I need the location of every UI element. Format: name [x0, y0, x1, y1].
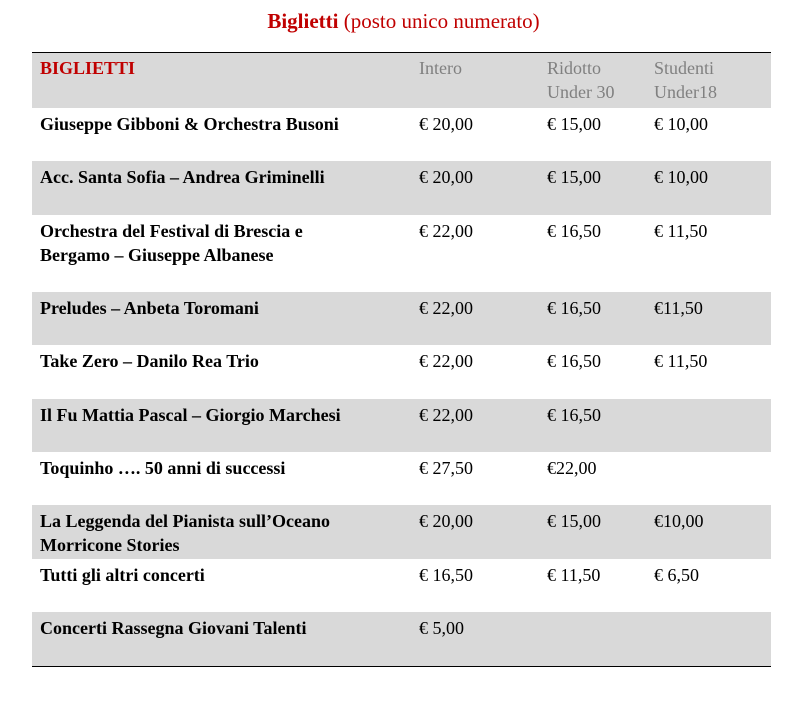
page-title-subtitle: (posto unico numerato)	[338, 9, 540, 33]
table-row	[32, 108, 771, 161]
concert-name: Orchestra del Festival di Brescia e Bergamo – Giuseppe Albanese	[40, 221, 303, 265]
price-intero: € 27,50	[419, 458, 473, 478]
price-ridotto: € 15,00	[547, 511, 601, 531]
price-ridotto: € 16,50	[547, 405, 601, 425]
price-studenti: € 10,00	[654, 114, 708, 134]
table-row	[32, 505, 771, 559]
concert-name: Preludes – Anbeta Toromani	[40, 298, 259, 318]
price-ridotto: € 15,00	[547, 167, 601, 187]
table-row	[32, 612, 771, 666]
header-intero: Intero	[419, 58, 462, 78]
price-intero: € 22,00	[419, 351, 473, 371]
header-ridotto: Ridotto Under 30	[547, 58, 615, 102]
price-ridotto: € 11,50	[547, 565, 601, 585]
concert-name: Il Fu Mattia Pascal – Giorgio Marchesi	[40, 405, 341, 425]
price-studenti: €11,50	[654, 298, 703, 318]
price-intero: € 22,00	[419, 405, 473, 425]
price-intero: € 20,00	[419, 114, 473, 134]
table-row	[32, 292, 771, 345]
table-row	[32, 399, 771, 452]
price-studenti	[654, 399, 771, 452]
price-intero: € 20,00	[419, 167, 473, 187]
table-header-row	[32, 53, 771, 108]
concert-name: Toquinho …. 50 anni di successi	[40, 458, 286, 478]
concert-name: Concerti Rassegna Giovani Talenti	[40, 618, 307, 638]
table-row	[32, 452, 771, 505]
table-row	[32, 161, 771, 215]
price-studenti: €10,00	[654, 511, 704, 531]
ticket-price-table	[32, 52, 771, 667]
price-studenti: € 11,50	[654, 221, 708, 241]
price-intero: € 22,00	[419, 221, 473, 241]
page-title-main: Biglietti	[267, 9, 339, 33]
price-intero: € 5,00	[419, 618, 464, 638]
price-ridotto: €22,00	[547, 458, 597, 478]
price-ridotto: € 15,00	[547, 114, 601, 134]
price-studenti: € 11,50	[654, 351, 708, 371]
concert-name: Acc. Santa Sofia – Andrea Griminelli	[40, 167, 325, 187]
price-ridotto: € 16,50	[547, 351, 601, 371]
concert-name: La Leggenda del Pianista sull’Oceano Morricone Stories	[40, 511, 331, 555]
price-intero: € 16,50	[419, 565, 473, 585]
page-title	[0, 8, 807, 34]
price-studenti	[654, 612, 771, 666]
price-intero: € 22,00	[419, 298, 473, 318]
header-studenti: Studenti Under18	[654, 58, 717, 102]
table-row	[32, 215, 771, 292]
price-intero: € 20,00	[419, 511, 473, 531]
header-biglietti: BIGLIETTI	[40, 58, 136, 78]
table-row	[32, 345, 771, 399]
price-ridotto: € 16,50	[547, 298, 601, 318]
price-studenti: € 6,50	[654, 565, 699, 585]
table-row	[32, 559, 771, 612]
concert-name: Tutti gli altri concerti	[40, 565, 205, 585]
price-studenti	[654, 452, 771, 505]
price-ridotto	[547, 612, 654, 666]
price-studenti: € 10,00	[654, 167, 708, 187]
concert-name: Take Zero – Danilo Rea Trio	[40, 351, 259, 371]
price-ridotto: € 16,50	[547, 221, 601, 241]
concert-name: Giuseppe Gibboni & Orchestra Busoni	[40, 114, 339, 134]
